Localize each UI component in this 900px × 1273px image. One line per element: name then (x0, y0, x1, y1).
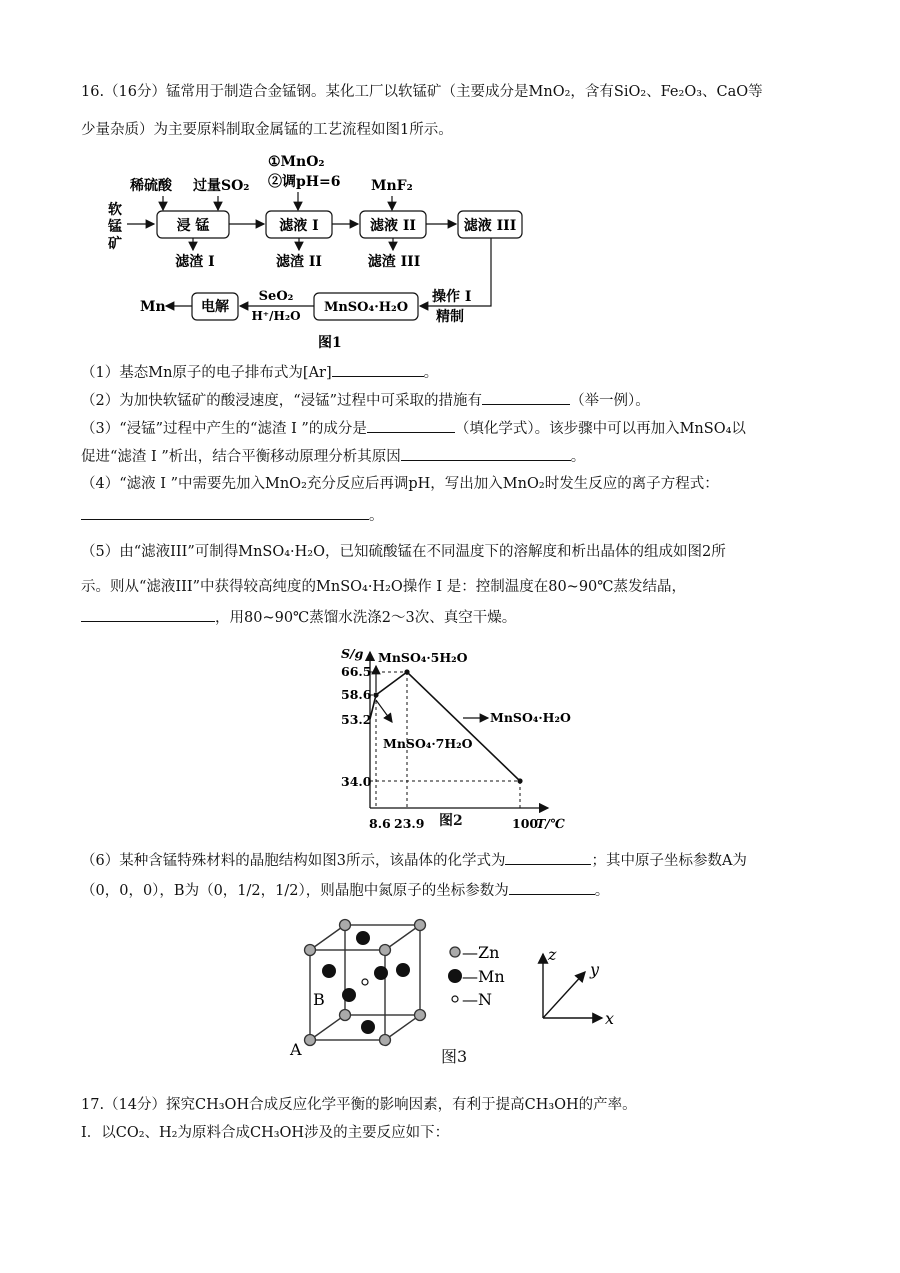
q16-sub2 (81, 390, 650, 411)
q16-sub1-end: 。 (423, 365, 439, 381)
q16-sub6b-end: 。 (594, 883, 610, 899)
q16-sub5b: 示。则从“滤液III”中获得较高纯度的MnSO₄·H₂O操作 I 是：控制温度在80~90℃蒸发结晶， (81, 579, 686, 595)
q16-sub5c-end: ，用80~90℃蒸馏水洗涤2～3次、真空干燥。 (215, 610, 517, 626)
answer-blank[interactable] (509, 880, 595, 895)
q16-sub6a-text: （6）某种含锰特殊材料的晶胞结构如图3所示，该晶体的化学式为 (81, 853, 506, 869)
reagent-sulfuric-acid: 稀硫酸 (130, 178, 172, 194)
y-tick-53-2: 53.2 (341, 712, 372, 727)
legend-mn: —Mn (462, 967, 505, 986)
solubility-curve (370, 672, 520, 781)
axis-z-label: z (548, 945, 557, 964)
refine-label: 精制 (436, 309, 464, 325)
residue-3: 滤渣 III (367, 254, 421, 270)
q16-sub6b (81, 880, 609, 901)
flowchart-figure-1 (0, 0, 900, 360)
answer-blank[interactable] (505, 850, 591, 865)
answer-blank[interactable] (367, 418, 455, 433)
q16-sub5c (81, 607, 516, 628)
legend-zn: —Zn (462, 943, 500, 962)
figure-1-caption: 图1 (318, 335, 342, 351)
q16-sub4: （4）“滤液 I ”中需要先加入MnO₂充分反应后再调pH，写出加入MnO₂时发生反应的离子方程式： (81, 476, 719, 492)
q17-line-1: 17.（14分）探究CH₃OH合成反应化学平衡的影响因素，有利于提高CH₃OH的产率。 (81, 1097, 637, 1113)
q16-line-2: 少量杂质）为主要原料制取金属锰的工艺流程如图1所示。 (81, 122, 453, 138)
condition-seo2: SeO₂ (258, 289, 294, 304)
q16-line-1: 16.（16分）锰常用于制造合金锰钢。某化工厂以软锰矿（主要成分是MnO₂，含有SiO₂、Fe₂O₃、CaO等 (81, 84, 763, 100)
q16-sub6a-mid: ；其中原子坐标参数A为 (591, 853, 747, 869)
q16-sub4-end: 。 (369, 508, 384, 524)
axis-x-label: x (605, 1009, 615, 1028)
x-tick-100: 100 (512, 816, 539, 831)
q16-sub3a-text: （3）“浸锰”过程中产生的“滤渣 I ”的成分是 (81, 421, 367, 437)
y-tick-58-6: 58.6 (341, 687, 372, 702)
y-axis-label: S/g (341, 646, 364, 661)
ore-label-3: 矿 (108, 236, 122, 252)
q16-sub5a: （5）由“滤液III”可制得MnSO₄·H₂O，已知硫酸锰在不同温度下的溶解度和析出晶体的组成如图2所 (81, 544, 726, 560)
box-mnso4-h2o: MnSO₄·H₂O (323, 300, 409, 315)
q16-sub4-answer (81, 505, 384, 526)
q16-sub1-text: （1）基态Mn原子的电子排布式为[Ar] (81, 365, 332, 381)
legend-mn-icon (448, 969, 462, 983)
reagent-mnf2: MnF₂ (371, 178, 413, 194)
figure-3-caption: 图3 (441, 1047, 468, 1066)
label-mnso4-7h2o: MnSO₄·7H₂O (383, 736, 473, 751)
legend-zn-icon (450, 947, 460, 957)
n-atom (362, 979, 368, 985)
answer-blank[interactable] (401, 446, 571, 461)
reagent-ph: ②调pH=6 (268, 174, 341, 190)
q16-sub2-end: （举一例）。 (570, 393, 650, 409)
label-mnso4-5h2o: MnSO₄·5H₂O (378, 650, 468, 665)
residue-1: 滤渣 I (175, 254, 215, 270)
residue-2: 滤渣 II (276, 254, 322, 270)
label-a: A (290, 1040, 302, 1059)
q16-sub3a-end: （填化学式）。该步骤中可以再加入MnSO₄以 (454, 421, 746, 437)
q16-sub3a (81, 418, 746, 439)
q16-sub1 (81, 362, 438, 383)
reagent-so2: 过量SO₂ (193, 178, 250, 194)
box-filtrate-3: 滤液 III (463, 218, 517, 234)
box-electrolysis: 电解 (201, 299, 229, 315)
y-tick-34-0: 34.0 (341, 774, 372, 789)
operation-1-label: 操作 I (432, 289, 472, 305)
reagent-mno2: ①MnO₂ (268, 154, 325, 170)
product-mn: Mn (140, 299, 166, 315)
x-axis-label: T/℃ (536, 816, 565, 831)
axis-y-label: y (590, 960, 600, 979)
box-filtrate-2: 滤液 II (370, 218, 416, 234)
x-tick-23-9: 23.9 (394, 816, 425, 831)
ore-label-2: 锰 (108, 219, 122, 235)
q16-sub6b-text: （0，0，0），B为（0，1/2，1/2），则晶胞中氮原子的坐标参数为 (81, 883, 509, 899)
q16-sub3b-end: 。 (570, 449, 586, 465)
q17-line-2: I．以CO₂、H₂为原料合成CH₃OH涉及的主要反应如下： (81, 1125, 450, 1141)
box-leaching: 浸 锰 (176, 218, 210, 234)
figure-2-caption: 图2 (439, 813, 463, 829)
y-tick-66-5: 66.5 (341, 664, 372, 679)
label-mnso4-h2o: MnSO₄·H₂O (490, 710, 571, 725)
answer-blank[interactable] (332, 362, 424, 377)
legend-n-icon (452, 996, 458, 1002)
answer-blank[interactable] (81, 607, 215, 622)
answer-blank[interactable] (81, 505, 369, 520)
q16-sub3b (81, 446, 585, 467)
legend-n: —N (462, 990, 492, 1009)
box-filtrate-1: 滤液 I (279, 218, 319, 234)
x-tick-8-6: 8.6 (369, 816, 391, 831)
q16-sub3b-text: 促进“滤渣 I ”析出，结合平衡移动原理分析其原因 (81, 449, 401, 465)
answer-blank[interactable] (482, 390, 570, 405)
label-b: B (313, 990, 325, 1009)
condition-h2o: H⁺/H₂O (251, 309, 301, 323)
q16-sub2-text: （2）为加快软锰矿的酸浸速度，“浸锰”过程中可采取的措施有 (81, 393, 483, 409)
ore-label-1: 软 (108, 202, 122, 218)
q16-sub6a (81, 850, 747, 871)
